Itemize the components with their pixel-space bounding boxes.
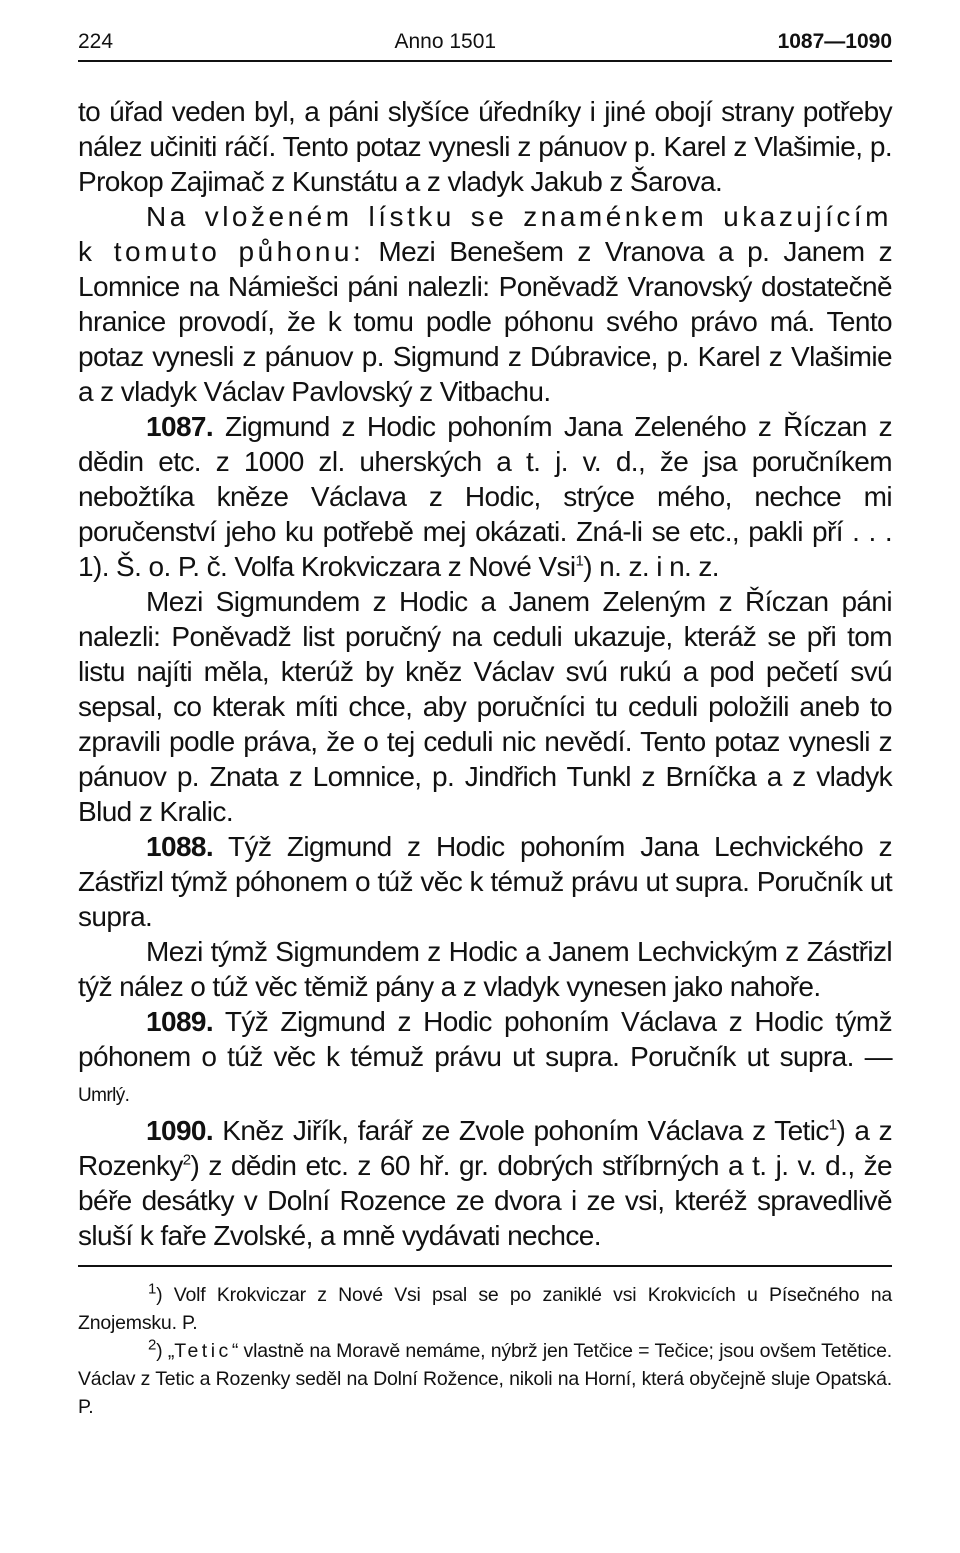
entry-1090 bbox=[78, 1113, 892, 1253]
footnotes bbox=[78, 1281, 892, 1421]
footnote-1 bbox=[78, 1281, 892, 1337]
text-run: Mezi Benešem z Vranova a p. Janem z Lomnice na Námiešci páni nalezli: Poněvadž Vranovský dostatečně hranice provodí, že k tomu podle póhonu svého právo má. Tento potaz vynesli z pánuov p. Sigmund z Dúbravice, p. Karel z Vlašimie a z vladyk Václav Pavlovský z Vitbachu. bbox=[78, 236, 892, 407]
text-run: ) z dědin etc. z 60 hř. gr. dobrých stříbrných a t. j. v. d., že béře desátky v Dolní Rozence ze dvora i ze vsi, kteréž spravedlivě sluší k faře Zvolské, a mně vydávati nechce. bbox=[78, 1150, 892, 1251]
footnote-ref: 2 bbox=[182, 1151, 191, 1169]
main-text bbox=[78, 94, 892, 1253]
text-run: Kněz Jiřík, farář ze Zvole pohoním Václava z Tetic bbox=[213, 1115, 829, 1146]
footnote-mark: 2 bbox=[148, 1336, 157, 1354]
footnote-divider bbox=[78, 1265, 892, 1267]
paragraph bbox=[78, 584, 892, 829]
text-run: Zigmund z Hodic pohoním Jana Zeleného z Říczan z dědin etc. z 1000 zl. uherských a t. j. v. d., že jsa poručníkem nebožtíka kněze Václava z Hodic, strýce mého, nechce mi poručenství jeho ku potřebě mej okázati. Zná-li se etc., pakli pří . . . 1). Š. o. P. č. Volfa Krokviczara z Nové Vsi bbox=[78, 411, 892, 582]
footnote-text: ) „ bbox=[156, 1340, 175, 1362]
entry-range: 1087—1090 bbox=[777, 30, 892, 53]
text-run: Mezi týmž Sigmundem z Hodic a Janem Lechvickým z Zástřizl týž nález o túž věc těmiž pány a z vladyk vynesen jako nahoře. bbox=[78, 936, 892, 1002]
paragraph bbox=[78, 94, 892, 199]
footnote-text: “ vlastně na Moravě nemáme, nýbrž jen Tetčice = Tečice; jsou ovšem Tetětice. Václav z Tetic a Rozenky seděl na Dolní Rožence, nikoli na Horní, která obyčejně sluje Opatská. P. bbox=[78, 1340, 892, 1418]
footnote-2 bbox=[78, 1337, 892, 1421]
entry-number: 1088. bbox=[146, 831, 214, 862]
entry-number: 1087. bbox=[146, 411, 214, 442]
text-run: Týž Zigmund z Hodic pohoním Jana Lechvického z Zástřizl týmž póhonem o túž věc k témuž právu ut supra. Poručník ut supra. bbox=[78, 831, 892, 932]
entry-number: 1089. bbox=[146, 1006, 214, 1037]
footnote-mark: 1 bbox=[148, 1280, 157, 1298]
text-run: Mezi Sigmundem z Hodic a Janem Zeleným z Říczan páni nalezli: Poněvadž list poručný na ceduli ukazuje, kteráž se při tom listu najíti měla, kterúž by kněz Václav svú rukú a pod pečetí svú sepsal, co kterak míti chce, aby poručníci tu ceduli položili aneb to zpravili podle práva, že o tej ceduli nic nevědí. Tento potaz vynesli z pánuov p. Znata z Lomnice, p. Jindřich Tunkl z Brníčka a z vladyk Blud z Kralic. bbox=[78, 586, 892, 827]
running-header bbox=[78, 30, 892, 62]
header-title: Anno 1501 bbox=[394, 30, 497, 53]
entry-number: 1090. bbox=[146, 1115, 214, 1146]
page-number: 224 bbox=[78, 30, 114, 53]
text-run: to úřad veden byl, a páni slyšíce úředníky i jiné obojí strany potřeby nález učiniti ráčí. Tento potaz vynesli z pánuov p. Karel z Vlašimie, p. Prokop Zajimač z Kunstátu a z vladyk Jakub z Šarova. bbox=[78, 96, 892, 197]
entry-1089 bbox=[78, 1004, 892, 1113]
footnote-ref: 1 bbox=[575, 552, 584, 570]
text-run: Týž Zigmund z Hodic pohoním Václava z Hodic týmž póhonem o túž věc k témuž právu ut supra. Poručník ut supra. — bbox=[78, 1006, 892, 1072]
paragraph bbox=[78, 199, 892, 409]
footnote-text: ) Volf Krokviczar z Nové Vsi psal se po zaniklé vsi Krokvicích u Písečného na Znojemsku. P. bbox=[78, 1284, 892, 1334]
paragraph bbox=[78, 934, 892, 1004]
spaced-text: Na vloženém lístku se znaménkem ukazujícím k tomuto půhonu: bbox=[78, 201, 892, 267]
spaced-text: Tetic bbox=[174, 1340, 232, 1362]
text-run: ) n. z. i n. z. bbox=[583, 551, 719, 582]
entry-1087 bbox=[78, 409, 892, 584]
footnote-ref: 1 bbox=[828, 1116, 837, 1134]
small-note: Umrlý. bbox=[78, 1085, 130, 1106]
entry-1088 bbox=[78, 829, 892, 934]
text-run: ) a z Rozenky bbox=[78, 1115, 892, 1181]
document-page bbox=[78, 30, 892, 1421]
